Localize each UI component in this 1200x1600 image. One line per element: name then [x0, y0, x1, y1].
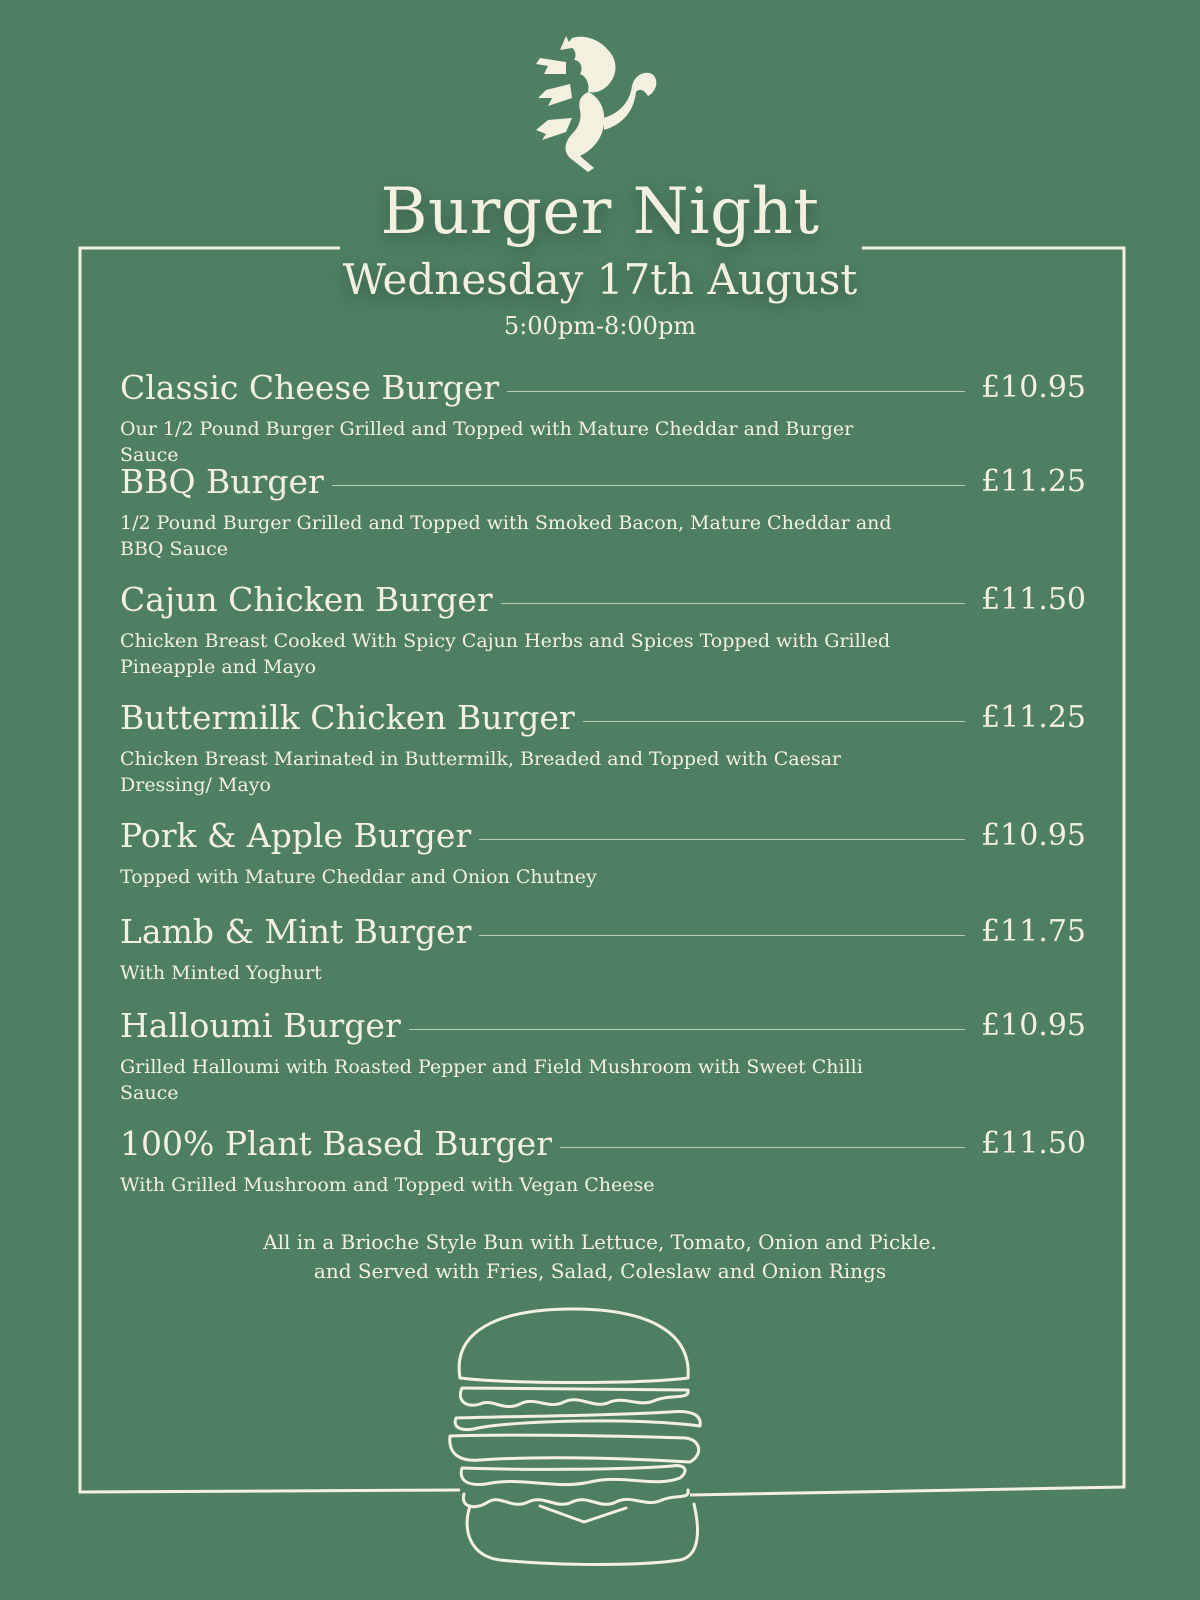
leader-line [560, 1147, 965, 1148]
item-price: £11.50 [981, 1126, 1086, 1161]
footer-note: and Served with Fries, Salad, Coleslaw and Onion Rings [313, 1259, 887, 1283]
item-name: Lamb & Mint Burger [120, 912, 472, 951]
menu-item [120, 910, 1086, 986]
event-date: Wednesday 17th August [342, 255, 858, 304]
item-name: Halloumi Burger [120, 1006, 401, 1045]
item-price: £10.95 [981, 370, 1086, 405]
leader-line [507, 391, 965, 392]
item-price: £11.50 [981, 582, 1086, 617]
item-name: Cajun Chicken Burger [120, 580, 493, 619]
item-price: £10.95 [981, 818, 1086, 853]
menu-item [120, 460, 1086, 562]
event-time: 5:00pm-8:00pm [503, 312, 697, 340]
menu-item [120, 696, 1086, 798]
item-name: BBQ Burger [120, 462, 324, 501]
item-name: 100% Plant Based Burger [120, 1124, 552, 1163]
burger-illustration [450, 1309, 700, 1565]
menu-item [120, 1004, 1086, 1106]
lion-crest-icon [536, 36, 656, 172]
leader-line [583, 721, 965, 722]
item-price: £11.25 [981, 464, 1086, 499]
menu-item [120, 578, 1086, 680]
item-description: Chicken Breast Marinated in Buttermilk, Breaded and Topped with Caesar Dressing/ Mayo [120, 748, 841, 796]
leader-line [332, 485, 965, 486]
item-description: With Grilled Mushroom and Topped with Vegan Cheese [120, 1174, 655, 1196]
item-price: £11.75 [981, 914, 1086, 949]
item-description: Grilled Halloumi with Roasted Pepper and Field Mushroom with Sweet Chilli Sauce [120, 1056, 863, 1104]
menu-item [120, 1122, 1086, 1198]
item-name: Classic Cheese Burger [120, 368, 500, 407]
item-name: Buttermilk Chicken Burger [120, 698, 575, 737]
leader-line [479, 935, 965, 936]
item-description: 1/2 Pound Burger Grilled and Topped with Smoked Bacon, Mature Cheddar and BBQ Sauce [120, 512, 892, 560]
footer-note: All in a Brioche Style Bun with Lettuce, Tomato, Onion and Pickle. [263, 1230, 937, 1254]
item-description: With Minted Yoghurt [120, 962, 322, 984]
item-name: Pork & Apple Burger [120, 816, 472, 855]
leader-line [501, 603, 965, 604]
item-description: Topped with Mature Cheddar and Onion Chutney [120, 866, 597, 888]
leader-line [409, 1029, 965, 1030]
item-price: £10.95 [981, 1008, 1086, 1043]
leader-line [479, 839, 965, 840]
item-description: Our 1/2 Pound Burger Grilled and Topped with Mature Cheddar and Burger Sauce [120, 418, 854, 466]
item-description: Chicken Breast Cooked With Spicy Cajun Herbs and Spices Topped with Grilled Pineapple and Mayo [120, 630, 891, 678]
item-price: £11.25 [981, 700, 1086, 735]
page-title: Burger Night [380, 175, 820, 249]
menu-item [120, 814, 1086, 890]
menu-item [120, 366, 1086, 468]
